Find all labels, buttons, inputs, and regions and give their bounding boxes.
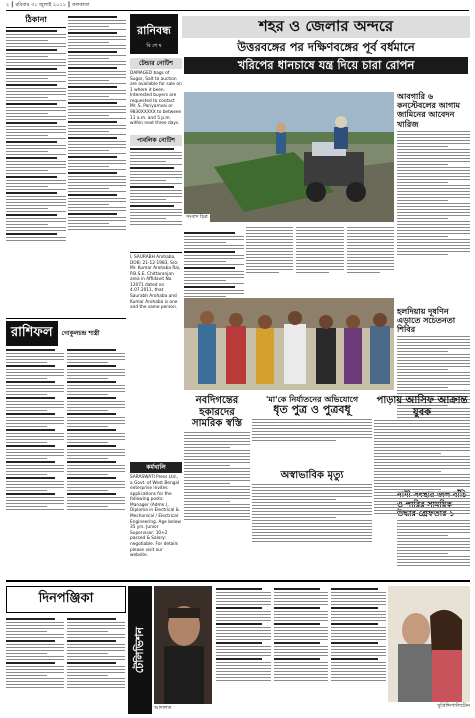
listings-header: ঠিকানা bbox=[6, 14, 66, 28]
rashifal-title: রাশিফল bbox=[6, 321, 58, 346]
bottom-story-1 bbox=[184, 395, 250, 575]
main-photo-credit: সংবাদ চিত্র bbox=[186, 214, 208, 220]
main-story-col-3 bbox=[347, 225, 394, 295]
dinpanjika-section bbox=[6, 586, 126, 714]
rashifal-text-2 bbox=[67, 347, 125, 573]
bottom-story4-text bbox=[252, 484, 372, 569]
dinpanjika-text-2 bbox=[67, 616, 125, 714]
public-notice-en: I, SAURABH Arohaba, DOB: 21-12-1983, S/o: Mr. Kumar Arohaba Rai, P.B.S.E. Chittaranjan area in Affidavit No. 12071 dated on 4.07.2011, that Saurabh Arohaba and Kumar Arohaba is one and the same person. bbox=[130, 252, 182, 362]
main-kicker: উত্তরবঙ্গের পর দক্ষিণবঙ্গের পূর্ব বর্ধমানে bbox=[237, 40, 415, 54]
tv-listings bbox=[216, 586, 386, 712]
main-story-col-1 bbox=[246, 225, 293, 295]
masthead-subtitle: বি শে ষ bbox=[146, 43, 162, 49]
right-story1-text bbox=[397, 131, 470, 301]
listings-column bbox=[6, 14, 66, 314]
film-still-right bbox=[388, 586, 470, 702]
tv-listings-col-3 bbox=[331, 586, 386, 712]
tv-logo-text: টেলিভিশন bbox=[132, 626, 146, 674]
masthead-logo: রানিবন্ধ bbox=[137, 24, 171, 37]
notices-column bbox=[130, 58, 182, 458]
dinpanjika-text-1 bbox=[6, 616, 64, 714]
public-notice-text bbox=[130, 148, 182, 248]
right-story2-title: হলদিয়ায় দূষণিন এড়াতে সচেতনতা শিবির bbox=[397, 305, 456, 335]
jobs-section bbox=[130, 462, 182, 580]
date-text: ২ ║ রবিবার ৩১ জুলাই ২০১১ ║ কলকাতা bbox=[6, 2, 90, 8]
dinpanjika-title: দিনপঞ্জিকা bbox=[6, 586, 126, 613]
main-photo bbox=[184, 92, 394, 222]
film-still-left bbox=[154, 586, 212, 704]
footer-divider bbox=[6, 580, 470, 582]
tv-photo-right bbox=[388, 586, 470, 709]
tv-photo-left bbox=[154, 586, 212, 711]
bottom-story2-kicker: 'মা'কে নির্যাতনের অভিযোগে bbox=[265, 394, 359, 404]
bottom-story2-text bbox=[252, 419, 372, 454]
tv-listings-col-1 bbox=[216, 586, 271, 712]
main-story-text bbox=[246, 225, 394, 295]
section-banner-text: শহর ও জেলার অন্দরে bbox=[258, 17, 394, 36]
main-headline: খরিপের ধানচাষে যন্ত্র দিয়ে চারা রোপন bbox=[184, 57, 468, 74]
award-ceremony-photo bbox=[184, 298, 394, 390]
bottom-story2-title: ধৃত পুত্র ও পুত্রবধূ bbox=[273, 403, 351, 417]
rice-transplanter-photo bbox=[184, 92, 394, 222]
jobs-header: কর্মখালি bbox=[130, 462, 182, 473]
right-story1-title: আবগারি ৬ কনস্টেবলের আগাম জামিনের আবেদন খারিজ bbox=[397, 91, 460, 129]
bottom-story1-text bbox=[184, 432, 250, 552]
tv-section bbox=[128, 586, 470, 714]
bottom-story3-title: পাড়ায় আসিফ আক্রান্ত যুবক bbox=[376, 395, 468, 418]
date-line bbox=[6, 2, 469, 11]
section-banner bbox=[182, 16, 470, 38]
bottom-story-4 bbox=[252, 470, 372, 575]
tv-logo bbox=[128, 586, 152, 714]
listings-text bbox=[6, 30, 66, 318]
listings-text-2 bbox=[68, 16, 126, 316]
listings-column-2 bbox=[68, 14, 126, 314]
ceremony-photo bbox=[184, 298, 394, 390]
jobs-text: SARASWATI Press Ltd., a Govt. of West Bengal enterprise invites applications for the following posts: Manager (Admn.), Diploma in Electrical & Mechanical / Electrical Engineering. Age below 35 yrs. Junior Supervisor: 10+2 passed & Salary: negotiable. For details please visit our website. bbox=[130, 475, 181, 559]
main-headline-block bbox=[184, 41, 468, 89]
tender-text: DAMAGED bags of Sugar, Salt to auction are available for sale on 1 where it been. Interested buyers are requested to contact Mr. S. Pariyamvai or 9830XXXXX to between 11 a.m. and 5 p.m. within next three days. bbox=[130, 71, 182, 127]
main-story-col-2 bbox=[296, 225, 343, 295]
tv-photo-right-caption: সুপ্রিন্সিপালিটোন bbox=[437, 703, 470, 709]
tender-header: টেন্ডার নোটিশ bbox=[130, 58, 182, 69]
rashifal-author: গোকুলচন্দ্র শাস্ত্রী bbox=[61, 329, 100, 337]
public-notice-header: পাবলিক নোটিশ bbox=[130, 135, 182, 146]
bottom-story3-text bbox=[374, 420, 470, 550]
rashifal-text-1 bbox=[6, 347, 64, 573]
tv-listings-col-2 bbox=[274, 586, 329, 712]
bottom-story-3 bbox=[374, 395, 470, 575]
bottom-story1-title: নবদিগন্তের হকারদের সামরিক স্বস্তি bbox=[191, 395, 243, 429]
bottom-story4-title: অস্বাভাবিক মৃত্যু bbox=[280, 470, 344, 481]
tv-photo-left-caption: আদালত bbox=[154, 705, 172, 711]
bottom-story-2 bbox=[252, 395, 372, 465]
masthead bbox=[130, 14, 178, 54]
rashifal-section bbox=[6, 318, 126, 576]
